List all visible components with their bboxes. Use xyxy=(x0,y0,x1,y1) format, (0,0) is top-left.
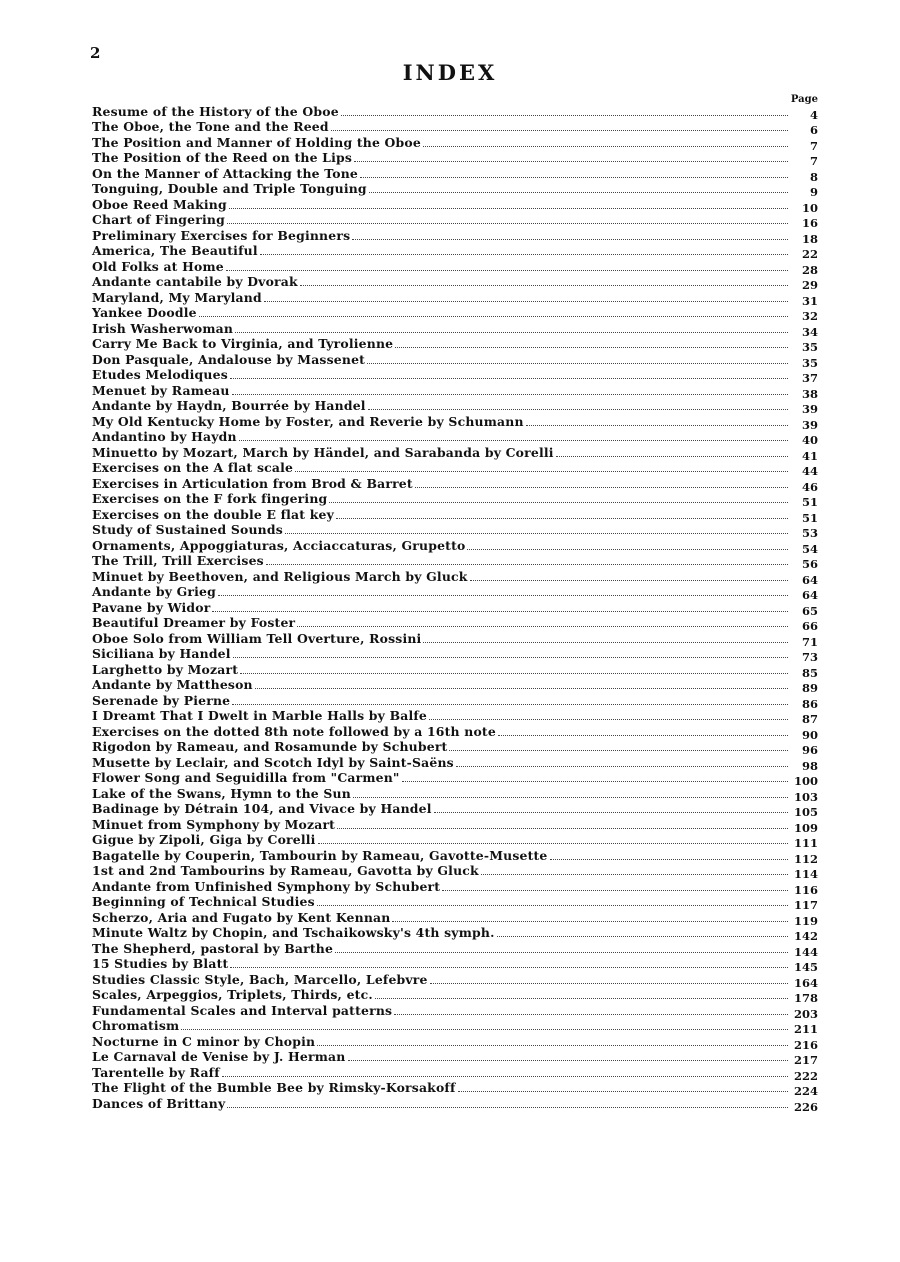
dot-leader xyxy=(218,595,788,596)
dot-leader xyxy=(318,843,788,844)
dot-leader xyxy=(458,1091,789,1092)
dot-leader xyxy=(232,704,788,705)
index-entry xyxy=(92,677,818,693)
dot-leader xyxy=(375,998,788,999)
dot-leader xyxy=(212,611,788,612)
index-entry xyxy=(92,134,818,153)
entry-title: Preliminary Exercises for Beginners xyxy=(92,227,351,243)
dot-leader xyxy=(429,719,788,720)
entry-title: Exercises in Articulation from Brod & Barret xyxy=(92,475,413,491)
entry-page-number: 87 xyxy=(801,712,818,726)
entry-title: Chart of Fingering xyxy=(92,212,225,227)
entry-page-number: 114 xyxy=(793,867,818,881)
index-entry xyxy=(92,305,818,321)
entry-page-number: 35 xyxy=(801,340,818,354)
dot-leader xyxy=(550,859,788,860)
entry-title: Siciliana by Handel xyxy=(92,646,231,661)
entry-title: Flower Song and Seguidilla from "Carmen" xyxy=(92,770,400,785)
entry-title: Andante by Mattheson xyxy=(92,677,253,692)
entry-title: America, The Beautiful xyxy=(92,243,258,258)
dot-leader xyxy=(260,254,788,255)
entry-title: 15 Studies by Blatt xyxy=(92,956,229,971)
dot-leader xyxy=(336,518,788,519)
entry-title: Don Pasquale, Andalouse by Massenet xyxy=(92,351,366,367)
dot-leader xyxy=(470,580,788,581)
dot-leader xyxy=(456,766,788,767)
entry-title: Andante from Unfinished Symphony by Schubert xyxy=(92,878,441,894)
dot-leader xyxy=(352,239,788,240)
dot-leader xyxy=(415,487,788,488)
entry-title: Exercises on the dotted 8th note followed by a 16th note xyxy=(92,723,496,739)
entry-title: Irish Washerwoman xyxy=(92,320,234,336)
index-entry xyxy=(92,460,818,476)
entry-title: Etudes Melodiques xyxy=(92,367,228,382)
entry-page-number: 32 xyxy=(801,309,818,323)
entry-title: The Position of the Reed on the Lips xyxy=(92,150,353,165)
dot-leader xyxy=(423,146,788,147)
index-entry xyxy=(92,274,818,290)
index-entry xyxy=(92,1049,818,1065)
index-entry xyxy=(92,863,818,879)
index-entry xyxy=(92,646,818,662)
entry-page-number: 51 xyxy=(801,510,818,525)
entry-page-number: 224 xyxy=(793,1084,818,1098)
entry-page-number: 86 xyxy=(801,696,818,711)
dot-leader xyxy=(317,905,788,906)
index-entry xyxy=(92,212,818,228)
entry-page-number: 64 xyxy=(801,588,818,602)
index-entry xyxy=(92,847,818,866)
index-entry xyxy=(92,506,818,525)
index-entry xyxy=(92,878,818,897)
entry-page-number: 54 xyxy=(801,541,818,556)
index-entry xyxy=(92,150,818,166)
entry-title: Andantino by Haydn xyxy=(92,429,237,444)
index-entry xyxy=(92,816,818,835)
entry-title: The Shepherd, pastoral by Barthe xyxy=(92,940,334,956)
index-entry xyxy=(92,739,818,755)
entry-title: Ornaments, Appoggiaturas, Acciaccaturas, Grupetto xyxy=(92,537,466,553)
entry-page-number: 178 xyxy=(793,991,818,1005)
entry-title: Scherzo, Aria and Fugato by Kent Kennan xyxy=(92,909,391,925)
entry-page-number: 71 xyxy=(801,634,818,649)
index-entry xyxy=(92,1018,818,1034)
entry-title: Yankee Doodle xyxy=(92,305,197,320)
entry-page-number: 22 xyxy=(801,247,818,261)
entry-page-number: 44 xyxy=(801,464,818,478)
index-entry xyxy=(92,987,818,1003)
entry-title: Oboe Solo from William Tell Overture, Rossini xyxy=(92,630,422,646)
entry-title: The Trill, Trill Exercises xyxy=(92,553,264,568)
dot-leader xyxy=(227,223,788,224)
dot-leader xyxy=(498,735,788,736)
index-entry xyxy=(92,692,818,711)
index-entry xyxy=(92,708,818,724)
entry-title: Larghetto by Mozart xyxy=(92,661,239,677)
index-entry xyxy=(92,103,818,122)
entry-page-number: 89 xyxy=(801,681,818,695)
dot-leader xyxy=(226,270,788,271)
index-entry xyxy=(92,956,818,972)
entry-page-number: 51 xyxy=(801,495,818,509)
entry-title: Bagatelle by Couperin, Tambourin by Rameau, Gavotte-Musette xyxy=(92,847,548,863)
dot-leader xyxy=(449,750,788,751)
dot-leader xyxy=(230,378,788,379)
index-entry xyxy=(92,491,818,507)
entry-page-number: 222 xyxy=(793,1068,818,1083)
entry-title: Exercises on the double E flat key xyxy=(92,506,334,522)
dot-leader xyxy=(264,301,788,302)
entry-title: Andante cantabile by Dvorak xyxy=(92,274,298,289)
entry-title: Beautiful Dreamer by Foster xyxy=(92,615,296,630)
entry-page-number: 85 xyxy=(801,665,818,680)
dot-leader xyxy=(255,688,788,689)
dot-leader xyxy=(442,890,788,891)
page-title: INDEX xyxy=(402,60,498,85)
dot-leader xyxy=(227,1107,788,1108)
entry-page-number: 64 xyxy=(801,572,818,587)
entry-page-number: 41 xyxy=(801,448,818,463)
entry-title: The Flight of the Bumble Bee by Rimsky-Korsakoff xyxy=(92,1080,456,1095)
entry-page-number: 40 xyxy=(801,433,818,447)
index-entry xyxy=(92,832,818,848)
entry-page-number: 116 xyxy=(793,882,818,897)
dot-leader xyxy=(526,425,788,426)
entry-title: I Dreamt That I Dwelt in Marble Halls by Balfe xyxy=(92,708,427,723)
index-entry xyxy=(92,940,818,959)
entry-title: 1st and 2nd Tambourins by Rameau, Gavotta by Gluck xyxy=(92,863,479,878)
entry-page-number: 7 xyxy=(809,138,818,153)
entry-title: Old Folks at Home xyxy=(92,258,224,274)
index-entry xyxy=(92,785,818,804)
entry-page-number: 8 xyxy=(809,169,818,184)
entry-page-number: 203 xyxy=(793,1006,818,1021)
entry-title: Oboe Reed Making xyxy=(92,196,227,212)
dot-leader xyxy=(240,673,788,674)
index-list xyxy=(92,103,818,1114)
entry-page-number: 39 xyxy=(801,402,818,416)
entry-title: Gigue by Zipoli, Giga by Corelli xyxy=(92,832,316,847)
entry-title: Beginning of Technical Studies xyxy=(92,894,315,909)
index-entry xyxy=(92,537,818,556)
index-entry xyxy=(92,909,818,928)
index-entry xyxy=(92,367,818,383)
entry-page-number: 18 xyxy=(801,231,818,246)
entry-page-number: 112 xyxy=(793,851,818,866)
dot-leader xyxy=(360,177,788,178)
entry-page-number: 217 xyxy=(793,1053,818,1067)
entry-title: Serenade by Pierne xyxy=(92,692,231,708)
entry-page-number: 98 xyxy=(801,758,818,773)
dot-leader xyxy=(368,409,788,410)
entry-page-number: 37 xyxy=(801,371,818,385)
entry-title: Scales, Arpeggios, Triplets, Thirds, etc. xyxy=(92,987,373,1002)
dot-leader xyxy=(335,952,788,953)
index-entry xyxy=(92,119,818,135)
entry-page-number: 142 xyxy=(793,929,818,943)
dot-leader xyxy=(235,332,788,333)
index-entry xyxy=(92,1080,818,1096)
entry-page-number: 216 xyxy=(793,1037,818,1052)
entry-page-number: 28 xyxy=(801,262,818,277)
entry-page-number: 144 xyxy=(793,944,818,959)
index-entry xyxy=(92,615,818,631)
dot-leader xyxy=(239,440,788,441)
index-entry xyxy=(92,568,818,587)
index-entry xyxy=(92,382,818,401)
index-entry xyxy=(92,1064,818,1083)
entry-page-number: 7 xyxy=(809,154,818,168)
dot-leader xyxy=(337,828,788,829)
entry-title: Andante by Grieg xyxy=(92,584,216,599)
entry-title: Nocturne in C minor by Chopin xyxy=(92,1033,316,1049)
index-entry xyxy=(92,181,818,197)
entry-page-number: 119 xyxy=(793,913,818,928)
dot-leader xyxy=(230,967,788,968)
dot-leader xyxy=(354,161,788,162)
dot-leader xyxy=(232,394,788,395)
entry-title: Study of Sustained Sounds xyxy=(92,522,283,537)
entry-title: Dances of Brittany xyxy=(92,1095,226,1111)
page-number: 2 xyxy=(90,44,101,62)
dot-leader xyxy=(348,1060,789,1061)
dot-leader xyxy=(423,642,788,643)
dot-leader xyxy=(395,347,788,348)
entry-title: Minuet by Beethoven, and Religious March by Gluck xyxy=(92,568,468,584)
entry-page-number: 105 xyxy=(793,805,818,819)
entry-page-number: 34 xyxy=(801,324,818,339)
entry-title: Minuetto by Mozart, March by Händel, and Sarabanda by Corelli xyxy=(92,444,554,460)
index-entry xyxy=(92,196,818,215)
dot-leader xyxy=(329,502,788,503)
dot-leader xyxy=(222,1076,788,1077)
dot-leader xyxy=(331,130,788,131)
dot-leader xyxy=(341,115,788,116)
entry-page-number: 100 xyxy=(793,774,818,788)
index-entry xyxy=(92,584,818,600)
index-entry xyxy=(92,971,818,990)
index-entry xyxy=(92,801,818,817)
index-entry xyxy=(92,925,818,941)
entry-page-number: 111 xyxy=(793,836,818,850)
entry-title: Andante by Haydn, Bourrée by Handel xyxy=(92,398,366,413)
index-entry xyxy=(92,398,818,414)
entry-title: Badinage by Détrain 104, and Vivace by Handel xyxy=(92,801,432,816)
index-entry xyxy=(92,894,818,910)
entry-title: Carry Me Back to Virginia, and Tyrolienne xyxy=(92,336,394,351)
index-entry xyxy=(92,1033,818,1052)
index-entry xyxy=(92,413,818,432)
index-entry xyxy=(92,289,818,308)
index-entry xyxy=(92,227,818,246)
index-entry xyxy=(92,444,818,463)
index-entry xyxy=(92,258,818,277)
index-entry xyxy=(92,429,818,445)
entry-page-number: 35 xyxy=(801,355,818,370)
entry-page-number: 31 xyxy=(801,293,818,308)
entry-page-number: 117 xyxy=(793,898,818,912)
dot-leader xyxy=(199,316,788,317)
index-entry xyxy=(92,754,818,773)
entry-title: Pavane by Widor xyxy=(92,599,211,615)
entry-title: Fundamental Scales and Interval patterns xyxy=(92,1002,393,1018)
entry-page-number: 4 xyxy=(809,107,818,122)
entry-title: The Oboe, the Tone and the Reed xyxy=(92,119,329,134)
dot-leader xyxy=(229,208,788,209)
page-column-label: Page xyxy=(790,94,818,105)
entry-title: Exercises on the F fork fingering xyxy=(92,491,328,506)
entry-page-number: 145 xyxy=(793,960,818,974)
entry-page-number: 6 xyxy=(809,123,818,137)
dot-leader xyxy=(467,549,788,550)
entry-title: Exercises on the A flat scale xyxy=(92,460,294,475)
entry-page-number: 38 xyxy=(801,386,818,401)
dot-leader xyxy=(295,471,788,472)
dot-leader xyxy=(430,983,788,984)
entry-page-number: 56 xyxy=(801,557,818,571)
dot-leader xyxy=(434,812,788,813)
entry-page-number: 29 xyxy=(801,278,818,292)
entry-page-number: 66 xyxy=(801,619,818,633)
dot-leader xyxy=(297,626,788,627)
entry-title: Musette by Leclair, and Scotch Idyl by Saint-Saëns xyxy=(92,754,454,770)
entry-page-number: 10 xyxy=(801,200,818,215)
index-entry xyxy=(92,475,818,494)
dot-leader xyxy=(392,921,788,922)
entry-title: The Position and Manner of Holding the Oboe xyxy=(92,134,421,150)
dot-leader xyxy=(266,564,788,565)
entry-title: Chromatism xyxy=(92,1018,180,1033)
entry-title: Resume of the History of the Oboe xyxy=(92,103,339,119)
dot-leader xyxy=(353,797,788,798)
index-entry xyxy=(92,1002,818,1021)
index-entry xyxy=(92,770,818,786)
entry-title: Tonguing, Double and Triple Tonguing xyxy=(92,181,367,196)
index-entry xyxy=(92,723,818,742)
entry-page-number: 226 xyxy=(793,1099,818,1114)
entry-title: Tarentelle by Raff xyxy=(92,1064,220,1080)
dot-leader xyxy=(369,192,788,193)
dot-leader xyxy=(181,1029,788,1030)
dot-leader xyxy=(233,657,788,658)
entry-title: On the Manner of Attacking the Tone xyxy=(92,165,359,181)
entry-page-number: 46 xyxy=(801,479,818,494)
dot-leader xyxy=(317,1045,788,1046)
entry-page-number: 90 xyxy=(801,727,818,742)
dot-leader xyxy=(481,874,788,875)
entry-page-number: 164 xyxy=(793,975,818,990)
index-entry xyxy=(92,522,818,538)
dot-leader xyxy=(497,936,788,937)
entry-title: Studies Classic Style, Bach, Marcello, Lefebvre xyxy=(92,971,428,987)
entry-page-number: 211 xyxy=(793,1022,818,1036)
entry-page-number: 39 xyxy=(801,417,818,432)
entry-title: Le Carnaval de Venise by J. Herman xyxy=(92,1049,346,1064)
index-entry xyxy=(92,1095,818,1114)
dot-leader xyxy=(556,456,788,457)
index-entry xyxy=(92,661,818,680)
index-entry xyxy=(92,599,818,618)
index-entry xyxy=(92,553,818,569)
entry-page-number: 73 xyxy=(801,650,818,664)
entry-title: Rigodon by Rameau, and Rosamunde by Schubert xyxy=(92,739,448,754)
entry-title: Menuet by Rameau xyxy=(92,382,230,398)
entry-page-number: 96 xyxy=(801,743,818,757)
entry-page-number: 109 xyxy=(793,820,818,835)
dot-leader xyxy=(367,363,788,364)
entry-title: Minute Waltz by Chopin, and Tschaikowsky's 4th symph. xyxy=(92,925,495,940)
entry-page-number: 53 xyxy=(801,526,818,540)
entry-title: Lake of the Swans, Hymn to the Sun xyxy=(92,785,351,801)
entry-page-number: 65 xyxy=(801,603,818,618)
entry-title: Minuet from Symphony by Mozart xyxy=(92,816,336,832)
dot-leader xyxy=(394,1014,788,1015)
dot-leader xyxy=(285,533,788,534)
index-entry xyxy=(92,351,818,370)
entry-title: Maryland, My Maryland xyxy=(92,289,262,305)
entry-page-number: 16 xyxy=(801,216,818,230)
entry-page-number: 9 xyxy=(809,185,818,199)
index-entry xyxy=(92,243,818,259)
index-entry xyxy=(92,165,818,184)
entry-title: My Old Kentucky Home by Foster, and Reverie by Schumann xyxy=(92,413,524,429)
dot-leader xyxy=(300,285,788,286)
dot-leader xyxy=(402,781,788,782)
index-entry xyxy=(92,320,818,339)
index-entry xyxy=(92,336,818,352)
entry-page-number: 103 xyxy=(793,789,818,804)
index-entry xyxy=(92,630,818,649)
